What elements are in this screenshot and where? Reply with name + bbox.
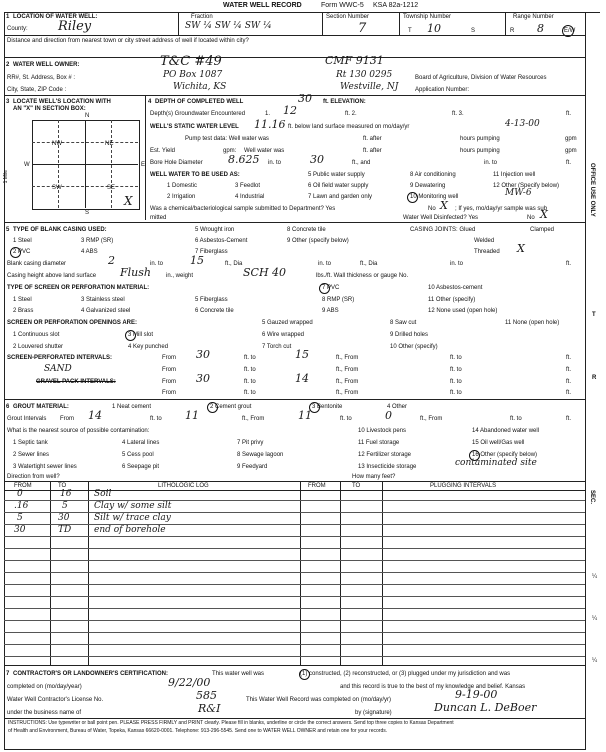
section-7-num: 7 — [6, 671, 10, 677]
src-abandoned[interactable]: 14 Abandoned water well — [472, 428, 540, 434]
section-1-num: 1 — [6, 14, 10, 20]
instructions-2: of Health and Environment, Bureau of Water, Topeka, Kansas 66620-0001. Telephone: 913-296-5545. Send one to WATER WELL OWNER and retain one for your records. — [8, 728, 388, 734]
diam-ft: ft. — [566, 261, 572, 267]
section-5-num: 5 — [6, 227, 10, 233]
diam-in-to-2: in. to — [318, 261, 332, 267]
screen-brass[interactable]: 2 Brass — [13, 308, 34, 314]
diam-in-to-3: in. to — [450, 261, 464, 267]
gp-ft-to: ft. to — [450, 379, 462, 385]
casing-fiberglass[interactable]: 7 Fiberglass — [195, 249, 228, 255]
gp-ft-from: ft., From — [336, 379, 359, 385]
joints-clamped[interactable]: Clamped — [530, 227, 555, 233]
grout-neat[interactable]: 1 Neat cement — [112, 404, 152, 410]
fraction-value[interactable]: SW ¼ SW ¼ SW ¼ — [185, 21, 272, 31]
section-number-value[interactable]: 7 — [358, 21, 367, 36]
gp-from-value[interactable]: 30 — [196, 372, 210, 385]
bore-label: Bore Hole Diameter — [150, 160, 203, 166]
grout-ft-to3: ft. to — [510, 416, 522, 422]
compass-e: E — [141, 162, 146, 168]
screen-pvc-circle — [319, 283, 330, 294]
range-ew: E/W — [564, 28, 576, 34]
rr-label: RR#, St. Address, Box # : — [7, 75, 76, 81]
sp-ft-from: ft., From — [336, 355, 359, 361]
compass-s: S — [85, 210, 90, 216]
owner-name[interactable]: T&C #49 — [160, 54, 222, 69]
bore-in-to: in. to — [268, 160, 282, 166]
log-rule — [4, 512, 585, 513]
sidebar-r: R — [592, 375, 597, 381]
location-title: LOCATION OF WATER WELL: — [13, 14, 98, 20]
township-s: S — [471, 28, 476, 34]
src-lateral[interactable]: 4 Lateral lines — [122, 440, 160, 446]
use-air[interactable]: 8 Air conditioning — [410, 172, 456, 178]
gw1-mark: 1. — [265, 111, 271, 117]
gravel-label: GRAVEL PACK INTERVALS: — [36, 379, 116, 385]
cement-circle — [207, 402, 218, 413]
bore-to-value[interactable]: 30 — [310, 153, 324, 166]
diam-in-to: in. to — [150, 261, 164, 267]
compass-n: N — [85, 113, 90, 119]
lbs-label: lbs./ft. Wall thickness or gauge No. — [316, 273, 409, 279]
license-label: Water Well Contractor's License No. — [7, 697, 104, 703]
open-none[interactable]: 11 None (open hole) — [505, 320, 560, 326]
sidebar-q2: ¼ — [592, 616, 598, 622]
sp-to-2: ft. to — [244, 367, 256, 373]
section-3-num: 3 — [6, 99, 10, 105]
src-livestock[interactable]: 10 Livestock pens — [358, 428, 407, 434]
log-rule — [4, 608, 585, 609]
log-header-plugging: PLUGGING INTERVALS — [430, 483, 497, 489]
use-monitoring[interactable]: 10 Monitoring well — [410, 194, 459, 200]
gp-ft-from-2: ft., From — [336, 390, 359, 396]
sand-label[interactable]: SAND — [44, 364, 72, 374]
src-seepage[interactable]: 6 Seepage pit — [122, 464, 160, 470]
est-yield-label: Est. Yield — [150, 148, 176, 154]
open-saw[interactable]: 8 Saw cut — [390, 320, 417, 326]
log-header-litho: LITHOLOGIC LOG — [158, 483, 209, 489]
src-insecticide[interactable]: 13 Insecticide storage — [358, 464, 417, 470]
groundwater-label: Depth(s) Groundwater Encountered — [150, 111, 246, 117]
township-value[interactable]: 10 — [427, 22, 441, 35]
use-public[interactable]: 5 Public water supply — [308, 172, 365, 178]
monitoring-circle — [407, 192, 418, 203]
by-signature: by (signature) — [355, 710, 392, 716]
grout-to-value[interactable]: 11 — [185, 409, 199, 422]
record-text: This Water Well Record was completed on (mo/day/yr) — [246, 697, 392, 703]
use-injection[interactable]: 11 Injection well — [493, 172, 536, 178]
gp-ft-end-2: ft. — [566, 390, 572, 396]
cert-line1-rest: (1) constructed, (2) reconstructed, or (3) plugged under my jurisdiction and was — [300, 671, 511, 677]
disinfected-label: Water Well Disinfected? Yes — [403, 215, 479, 221]
screen-other[interactable]: 11 Other (specify) — [428, 297, 476, 303]
chem-no: No — [428, 206, 436, 212]
screen-concrete[interactable]: 6 Concrete tile — [195, 308, 234, 314]
est-water: Well water was — [244, 148, 285, 154]
open-louvered[interactable]: 2 Louvered shutter — [13, 344, 64, 350]
open-continuous[interactable]: 1 Continuous slot — [13, 332, 60, 338]
log-from-cell[interactable]: 5 — [17, 513, 23, 523]
sidebar-q3: ¼ — [592, 658, 598, 664]
use-label: WELL WATER TO BE USED AS: — [150, 172, 240, 178]
log-desc-cell[interactable]: Soil — [94, 489, 112, 499]
instructions-1: INSTRUCTIONS: Use typewriter or ball point pen. PLEASE PRESS FIRMLY and PRINT clearly. Please fill in blanks, underline or circle the correct answers. Send top three copies to Kansas Department — [8, 720, 454, 726]
sp-ft-from-2: ft., From — [336, 367, 359, 373]
log-rule — [4, 644, 585, 645]
sp-to-value[interactable]: 15 — [295, 348, 309, 361]
business-label: under the business name of — [7, 710, 82, 716]
city-label: City, State, ZIP Code : — [7, 87, 67, 93]
screen-intervals-label: SCREEN-PERFORATED INTERVALS: — [7, 355, 113, 361]
src-cesspool[interactable]: 5 Cess pool — [122, 452, 154, 458]
log-desc-cell[interactable]: end of borehole — [94, 525, 166, 535]
township-t: T — [408, 28, 412, 34]
use-dewatering[interactable]: 9 Dewatering — [410, 183, 446, 189]
log-from-cell[interactable]: .16 — [14, 501, 29, 511]
completed-label: completed on (mo/day/year) — [7, 684, 82, 690]
locate-title-1: LOCATE WELL'S LOCATION WITH — [13, 99, 111, 105]
use-oilfield[interactable]: 6 Oil field water supply — [308, 183, 369, 189]
src-sewer[interactable]: 2 Sewer lines — [13, 452, 50, 458]
log-from-cell[interactable]: 0 — [17, 489, 23, 499]
est-hours: hours pumping — [460, 148, 500, 154]
grout-from2-value[interactable]: 11 — [298, 409, 312, 422]
mill-circle — [125, 330, 136, 341]
sp-ft-to-2: ft. to — [450, 367, 462, 373]
chem-x[interactable]: X — [440, 199, 448, 212]
est-after: ft. after — [363, 148, 382, 154]
section-number-label: Section Number — [326, 14, 370, 20]
range-r: R — [510, 28, 515, 34]
sidebar-t: T — [592, 312, 596, 318]
joints-threaded[interactable]: Threaded — [474, 249, 500, 255]
depth-value[interactable]: 30 — [298, 92, 312, 105]
casing-abs[interactable]: 4 ABS — [81, 249, 98, 255]
joints-label: CASING JOINTS: Glued — [410, 227, 476, 233]
range-value[interactable]: 8 — [537, 22, 544, 35]
log-rule — [4, 596, 585, 597]
log-desc-cell[interactable]: Silt w/ trace clay — [94, 513, 171, 523]
locate-title-2: AN "X" IN SECTION BOX: — [13, 106, 86, 112]
owner-cm[interactable]: CMF 9131 — [325, 54, 384, 67]
screen-galvanized[interactable]: 4 Galvanized steel — [81, 308, 131, 314]
diam-ft-dia: ft., Dia — [225, 261, 243, 267]
gp-to-value[interactable]: 14 — [295, 372, 309, 385]
use-feedlot[interactable]: 3 Feedlot — [235, 183, 261, 189]
owner-city-2[interactable]: Westville, NJ — [340, 82, 399, 92]
log-to-cell[interactable]: 30 — [58, 513, 70, 523]
static-date[interactable]: 4-13-00 — [505, 119, 540, 129]
county-value[interactable]: Riley — [58, 19, 92, 34]
office-use-label: OFFICE USE ONLY — [589, 163, 595, 217]
open-key[interactable]: 4 Key punched — [128, 344, 169, 350]
log-to-cell[interactable]: TD — [58, 525, 72, 535]
openings-title: SCREEN OR PERFORATION OPENINGS ARE: — [7, 320, 138, 326]
src-lagoon[interactable]: 8 Sewage lagoon — [237, 452, 284, 458]
grout-from: From — [60, 416, 74, 422]
disinfected-no: No — [527, 215, 535, 221]
log-rule — [4, 656, 585, 657]
direction-label: Direction from well? — [7, 474, 60, 480]
screen-none[interactable]: 12 None used (open hole) — [428, 308, 498, 314]
use-lawn[interactable]: 7 Lawn and garden only — [308, 194, 373, 200]
sp-from-1: From — [162, 355, 176, 361]
screen-abs[interactable]: 9 ABS — [322, 308, 339, 314]
screen-title: TYPE OF SCREEN OR PERFORATION MATERIAL: — [7, 285, 150, 291]
src-other[interactable]: 16 Other (specify below) — [472, 452, 538, 458]
cert-title: CONTRACTOR'S OR LANDOWNER'S CERTIFICATION: — [13, 671, 168, 677]
src-watertight[interactable]: 3 Watertight sewer lines — [13, 464, 77, 470]
diam-ft-dia-2: ft., Dia — [360, 261, 378, 267]
log-header-to2: TO — [352, 483, 361, 489]
casing-asbestos[interactable]: 6 Asbestos-Cement — [195, 238, 248, 244]
casing-other[interactable]: 9 Other (specify below) — [287, 238, 349, 244]
joints-welded[interactable]: Welded — [474, 238, 495, 244]
quad-ne: NE — [105, 141, 114, 147]
owner-address[interactable]: PO Box 1087 — [163, 70, 223, 80]
log-header-from2: FROM — [308, 483, 326, 489]
bore-value[interactable]: 8.625 — [228, 153, 260, 166]
owner-city[interactable]: Wichita, KS — [173, 82, 227, 92]
log-rule — [4, 524, 585, 525]
screen-pvc[interactable]: 7 PVC — [322, 285, 340, 291]
grout-ft-from3: ft., From — [420, 416, 443, 422]
sp-from-2: From — [162, 367, 176, 373]
src-fertilizer[interactable]: 12 Fertilizer storage — [358, 452, 412, 458]
log-rule — [4, 536, 585, 537]
sp-from-value[interactable]: 30 — [196, 348, 210, 361]
gp-from-2: From — [162, 390, 176, 396]
sidebar-q1: ¼ — [592, 574, 598, 580]
casing-steel[interactable]: 1 Steel — [13, 238, 32, 244]
pump-test-label: Pump test data: Well water was — [185, 136, 269, 142]
est-gpm: gpm: — [223, 148, 237, 154]
log-to-cell[interactable]: 16 — [60, 489, 72, 499]
gp-ft-to-2: ft. to — [450, 390, 462, 396]
monitoring-id[interactable]: MW-6 — [505, 188, 532, 198]
depth-label: DEPTH OF COMPLETED WELL — [155, 99, 244, 105]
form-number: Form WWC-5 — [321, 2, 364, 9]
log-rule — [4, 620, 585, 621]
sp-ft-to: ft. to — [450, 355, 462, 361]
open-torch[interactable]: 7 Torch cut — [262, 344, 292, 350]
business-value[interactable]: R&I — [198, 702, 221, 715]
owner-title: WATER WELL OWNER: — [13, 62, 80, 68]
log-rule — [4, 500, 585, 501]
section-4-num: 4 — [148, 99, 152, 105]
static-label: WELL'S STATIC WATER LEVEL — [150, 124, 239, 130]
grout-from-value[interactable]: 14 — [88, 409, 102, 422]
source-label: What is the nearest source of possible contamination: — [7, 428, 150, 434]
use-other[interactable]: 12 Other (Specify below) — [493, 183, 560, 189]
log-rule — [4, 632, 585, 633]
location-x-mark[interactable]: X — [124, 194, 133, 208]
gp-from-1: From — [162, 379, 176, 385]
log-desc-cell[interactable]: Clay w/ some silt — [94, 501, 172, 511]
height-value[interactable]: Flush — [120, 266, 151, 279]
log-to-cell[interactable]: 5 — [62, 501, 68, 511]
log-header-from: FROM — [14, 483, 32, 489]
screen-asbestos[interactable]: 10 Asbestos-cement — [428, 285, 483, 291]
sp-ft-end-2: ft. — [566, 367, 572, 373]
quad-sw: SW — [52, 185, 62, 191]
static-value[interactable]: 11.16 — [254, 118, 286, 131]
grout-ft-end: ft. — [566, 416, 572, 422]
section-2-num: 2 — [6, 62, 10, 68]
gw3-mark: ft. 3. — [452, 111, 464, 117]
other-source-value[interactable]: contaminated site — [455, 458, 537, 468]
county-label: County: — [7, 26, 28, 32]
diam-label: Blank casing diameter — [7, 261, 67, 267]
src-septic[interactable]: 1 Septic tank — [13, 440, 48, 446]
chem-mitted: mitted — [150, 215, 167, 221]
use-irrigation[interactable]: 2 Irrigation — [167, 194, 196, 200]
gp-to-1: ft. to — [244, 379, 256, 385]
constructed-circle — [299, 669, 310, 680]
chem-ifyes: ; If yes, mo/day/yr sample was sub — [455, 206, 548, 212]
grout-intervals-label: Grout Intervals — [7, 416, 47, 422]
pvc-circle — [10, 247, 21, 258]
gw-ft: ft. — [566, 111, 572, 117]
threaded-x[interactable]: X — [517, 242, 525, 255]
gw1-value[interactable]: 12 — [283, 104, 297, 117]
open-gauzed[interactable]: 5 Gauzed wrapped — [262, 320, 313, 326]
diam-to-value[interactable]: 15 — [190, 254, 204, 267]
owner-address-2[interactable]: Rt 130 0295 — [336, 70, 393, 80]
open-mill[interactable]: 3 Mill slot — [128, 332, 154, 338]
log-rule — [4, 572, 585, 573]
mile-label: 1 Mile — [3, 170, 9, 184]
section-6-num: 6 — [6, 404, 10, 410]
compass-w: W — [24, 162, 30, 168]
pump-gpm: gpm — [565, 136, 577, 142]
log-rule — [4, 584, 585, 585]
true-text: and this record is true to the best of my knowledge and belief. Kansas — [340, 684, 526, 690]
quad-se: SE — [107, 185, 116, 191]
bore-ft: ft. — [566, 160, 572, 166]
record-date[interactable]: 9-19-00 — [455, 688, 498, 701]
cert-line1: This water well was — [212, 671, 265, 677]
grout-cement[interactable]: 2 Cement grout — [210, 404, 252, 410]
bore-in-to-2: in. to — [484, 160, 498, 166]
gp-ft-end: ft. — [566, 379, 572, 385]
est-gpm-2: gpm — [565, 148, 577, 154]
sp-to-1: ft. to — [244, 355, 256, 361]
grout-to: ft. to — [150, 416, 162, 422]
log-header-to: TO — [58, 483, 67, 489]
use-domestic[interactable]: 1 Domestic — [167, 183, 198, 189]
screen-rmp[interactable]: 8 RMP (SR) — [322, 297, 355, 303]
disinfected-x[interactable]: X — [540, 208, 548, 221]
height-label: Casing height above land surface — [7, 273, 97, 279]
ft-elevation: ft. ELEVATION: — [323, 99, 366, 105]
static-suffix: ft. below land surface measured on mo/day/yr — [288, 124, 410, 130]
grout-bentonite[interactable]: 3 Bentonite — [312, 404, 343, 410]
casing-rmp[interactable]: 3 RMP (SR) — [81, 238, 114, 244]
chem-label: Was a chemical/bacteriological sample submitted to Department? Yes — [150, 206, 336, 212]
weight-value[interactable]: SCH 40 — [243, 266, 287, 279]
casing-wrought[interactable]: 5 Wrought iron — [195, 227, 235, 233]
screen-steel[interactable]: 1 Steel — [13, 297, 32, 303]
gp-to-2: ft. to — [244, 390, 256, 396]
src-feedyard[interactable]: 9 Feedyard — [237, 464, 268, 470]
open-drilled[interactable]: 9 Drilled holes — [390, 332, 429, 338]
src-pitprivy[interactable]: 7 Pit privy — [237, 440, 264, 446]
open-wire[interactable]: 6 Wire wrapped — [262, 332, 305, 338]
log-from-cell[interactable]: 30 — [14, 525, 26, 535]
form-title: WATER WELL RECORD — [223, 2, 302, 9]
pump-after: ft. after — [363, 136, 382, 142]
log-rule — [4, 548, 585, 549]
grout-to2-value[interactable]: 0 — [385, 409, 392, 422]
gw2-mark: ft. 2. — [345, 111, 357, 117]
casing-concrete[interactable]: 8 Concrete tile — [287, 227, 326, 233]
sp-ft-end: ft. — [566, 355, 572, 361]
log-rule — [4, 560, 585, 561]
bore-ft-and: ft., and — [352, 160, 371, 166]
casing-pvc[interactable]: 2 PVC — [13, 249, 31, 255]
pump-hours: hours pumping — [460, 136, 500, 142]
fraction-label: Fraction — [191, 14, 213, 20]
grout-title: GROUT MATERIAL: — [13, 404, 69, 410]
grout-ft-from: ft., From — [242, 416, 265, 422]
grout-other[interactable]: 4 Other — [387, 404, 408, 410]
quad-nw: NW — [52, 141, 62, 147]
src-fuel[interactable]: 11 Fuel storage — [358, 440, 400, 446]
distance-label: Distance and direction from nearest town or city street address of well if located within city? — [7, 38, 249, 44]
grout-ft-to2: ft. to — [340, 416, 352, 422]
diam-value[interactable]: 2 — [108, 254, 115, 267]
ksa-ref: KSA 82a-1212 — [373, 2, 419, 9]
src-oilgas[interactable]: 15 Oil well/Gas well — [472, 440, 525, 446]
license-value[interactable]: 585 — [196, 689, 217, 702]
how-many-feet: How many feet? — [352, 474, 396, 480]
range-label: Range Number — [513, 14, 554, 20]
casing-title: TYPE OF BLANK CASING USED: — [13, 227, 107, 233]
application-label: Application Number: — [415, 87, 470, 93]
screen-fiberglass[interactable]: 5 Fiberglass — [195, 297, 228, 303]
signature[interactable]: Duncan L. DeBoer — [434, 701, 537, 714]
screen-stainless[interactable]: 3 Stainless steel — [81, 297, 125, 303]
use-industrial[interactable]: 4 Industrial — [235, 194, 265, 200]
sidebar-sec: SEC. — [589, 490, 595, 505]
height-in-weight: in., weight — [166, 273, 194, 279]
open-other[interactable]: 10 Other (specify) — [390, 344, 438, 350]
completed-value[interactable]: 9/22/00 — [168, 676, 211, 689]
township-label: Township Number — [403, 14, 452, 20]
board-text: Board of Agriculture, Division of Water Resources — [415, 75, 547, 81]
